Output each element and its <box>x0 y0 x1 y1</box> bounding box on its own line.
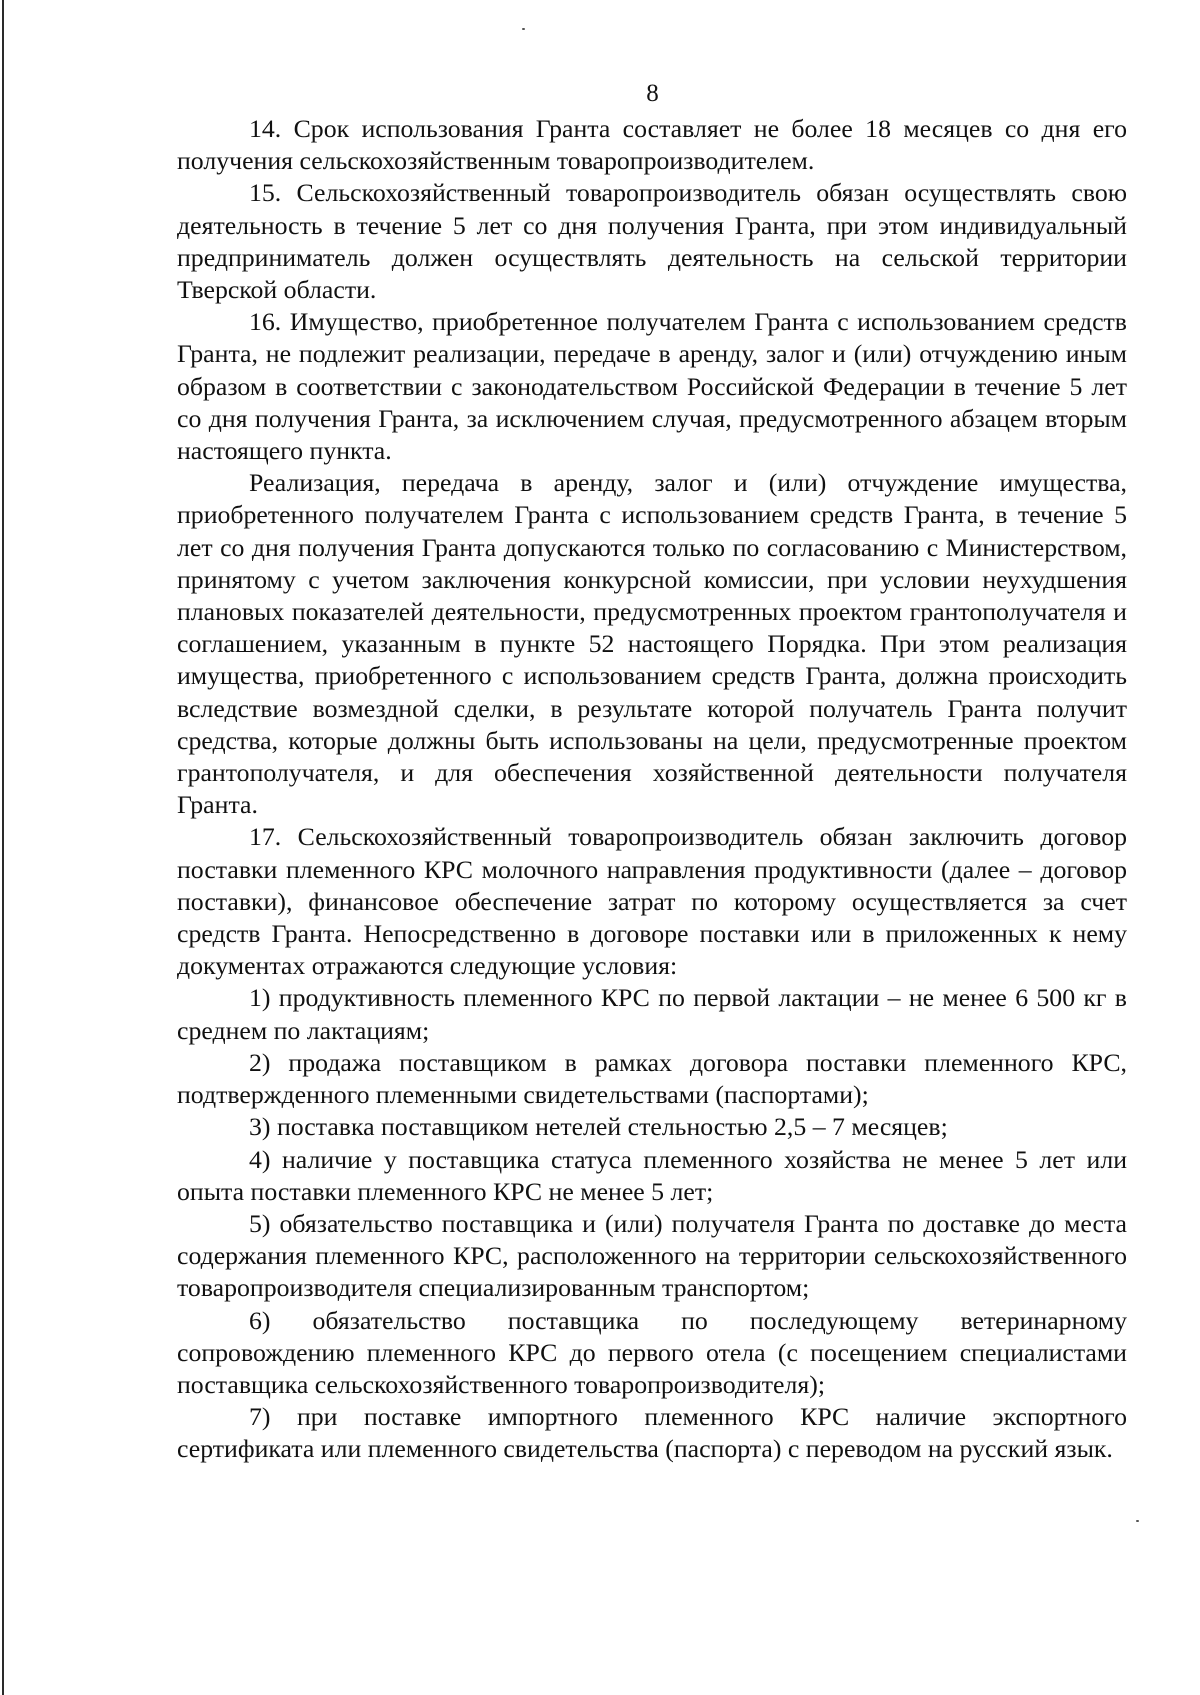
document-body <box>177 113 1127 1466</box>
page-number: 8 <box>646 80 659 107</box>
scan-edge-line <box>2 0 4 1695</box>
condition-item-4: 4) наличие у поставщика статуса племенного хозяйства не менее 5 лет или опыта поставки племенного КРС не менее 5 лет; <box>177 1144 1127 1206</box>
condition-item-6: 6) обязательство поставщика по последующему ветеринарному сопровождению племенного КРС до первого отела (с посещением специалистами поставщика сельскохозяйственного товаропроизводителя); <box>177 1305 1127 1399</box>
condition-item-3: 3) поставка поставщиком нетелей стельностью 2,5 – 7 месяцев; <box>249 1112 948 1142</box>
paragraph-14: 14. Срок использования Гранта составляет не более 18 месяцев со дня его получения сельскохозяйственным товаропроизводителем. <box>177 114 1127 176</box>
paragraph-16-part-2: Реализация, передача в аренду, залог и (или) отчуждение имущества, приобретенного получателем Гранта с использованием средств Гранта, в течение 5 лет со дня получения Гранта допускаются только по согласованию с Министерством, принятому с учетом заключения конкурсной комиссии, при условии неухудшения плановых показателей деятельности, предусмотренных проектом грантополучателя и соглашением, указанным в пункте 52 настоящего Порядка. При этом реализация имущества, приобретенного с использованием средств Гранта, должна происходить вследствие возмездной сделки, в результате которой получатель Гранта получит средства, которые должны быть использованы на цели, предусмотренные проектом грантополучателя, и для обеспечения хозяйственной деятельности получателя Гранта. <box>177 468 1127 820</box>
paragraph-17: 17. Сельскохозяйственный товаропроизводитель обязан заключить договор поставки племенного КРС молочного направления продуктивности (далее – договор поставки), финансовое обеспечение затрат по которому осуществляется за счет средств Гранта. Непосредственно в договоре поставки или в приложенных к нему документах отражаются следующие условия: <box>177 822 1127 981</box>
scan-speck <box>522 28 525 30</box>
condition-item-1: 1) продуктивность племенного КРС по первой лактации – не менее 6 500 кг в среднем по лактациям; <box>177 983 1127 1045</box>
paragraph-16: 16. Имущество, приобретенное получателем Гранта с использованием средств Гранта, не подлежит реализации, передаче в аренду, залог и (или) отчуждению иным образом в соответствии с законодательством Российской Федерации в течение 5 лет со дня получения Гранта, за исключением случая, предусмотренного абзацем вторым настоящего пункта. <box>177 307 1127 466</box>
scan-speck <box>1136 1520 1139 1522</box>
condition-item-7: 7) при поставке импортного племенного КРС наличие экспортного сертификата или племенного свидетельства (паспорта) с переводом на русский язык. <box>177 1402 1127 1464</box>
condition-item-2: 2) продажа поставщиком в рамках договора поставки племенного КРС, подтвержденного племенными свидетельствами (паспортами); <box>177 1047 1127 1110</box>
condition-item-5: 5) обязательство поставщика и (или) получателя Гранта по доставке до места содержания племенного КРС, расположенного на территории сельскохозяйственного товаропроизводителя специализированным транспортом; <box>177 1208 1127 1303</box>
paragraph-15: 15. Сельскохозяйственный товаропроизводитель обязан осуществлять свою деятельность в течение 5 лет со дня получения Гранта, при этом индивидуальный предприниматель должен осуществлять деятельность на сельской территории Тверской области. <box>177 178 1127 305</box>
